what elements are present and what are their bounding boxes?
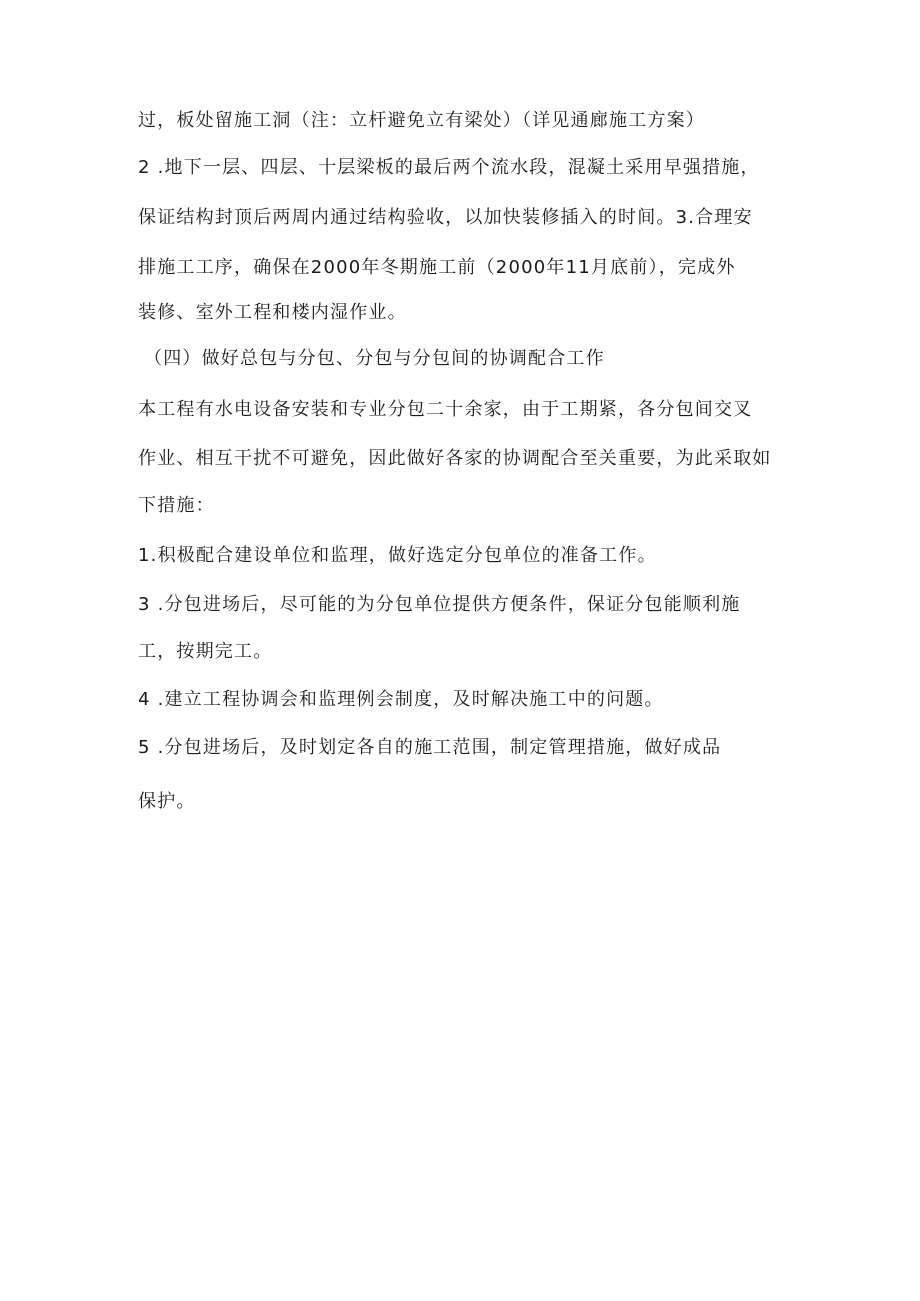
list-item-1: 1.积极配合建设单位和监理，做好选定分包单位的准备工作。: [138, 545, 657, 566]
text-line-3: 保证结构封顶后两周内通过结构验收，以加快装修插入的时间。3.合理安: [138, 207, 753, 228]
list-item-3: 3 .分包进场后，尽可能的为分包单位提供方便条件，保证分包能顺利施: [138, 594, 741, 615]
list-item-5: 5 .分包进场后，及时划定各自的施工范围，制定管理措施，做好成品: [138, 737, 722, 758]
text-line-4: 排施工工序，确保在2000年冬期施工前（2000年11月底前），完成外: [138, 257, 736, 278]
text-line-7: 本工程有水电设备安装和专业分包二十余家，由于工期紧，各分包间交叉: [138, 399, 753, 420]
text-line-2: 2 .地下一层、四层、十层梁板的最后两个流水段，混凝土采用早强措施，: [138, 157, 760, 178]
text-line-5: 装修、室外工程和楼内湿作业。: [138, 302, 407, 323]
text-line-8: 作业、相互干扰不可避免，因此做好各家的协调配合至关重要，为此采取如: [138, 448, 772, 469]
list-item-5-continued: 保护。: [138, 791, 196, 812]
list-item-3-continued: 工，按期完工。: [138, 641, 273, 662]
list-item-4: 4 .建立工程协调会和监理例会制度，及时解决施工中的问题。: [138, 689, 664, 710]
text-line-1: 过，板处留施工洞（注：立杆避免立有梁处）（详见通廊施工方案）: [138, 110, 705, 131]
section-heading: （四）做好总包与分包、分包与分包间的协调配合工作: [144, 348, 605, 369]
text-line-9: 下措施：: [138, 495, 215, 516]
